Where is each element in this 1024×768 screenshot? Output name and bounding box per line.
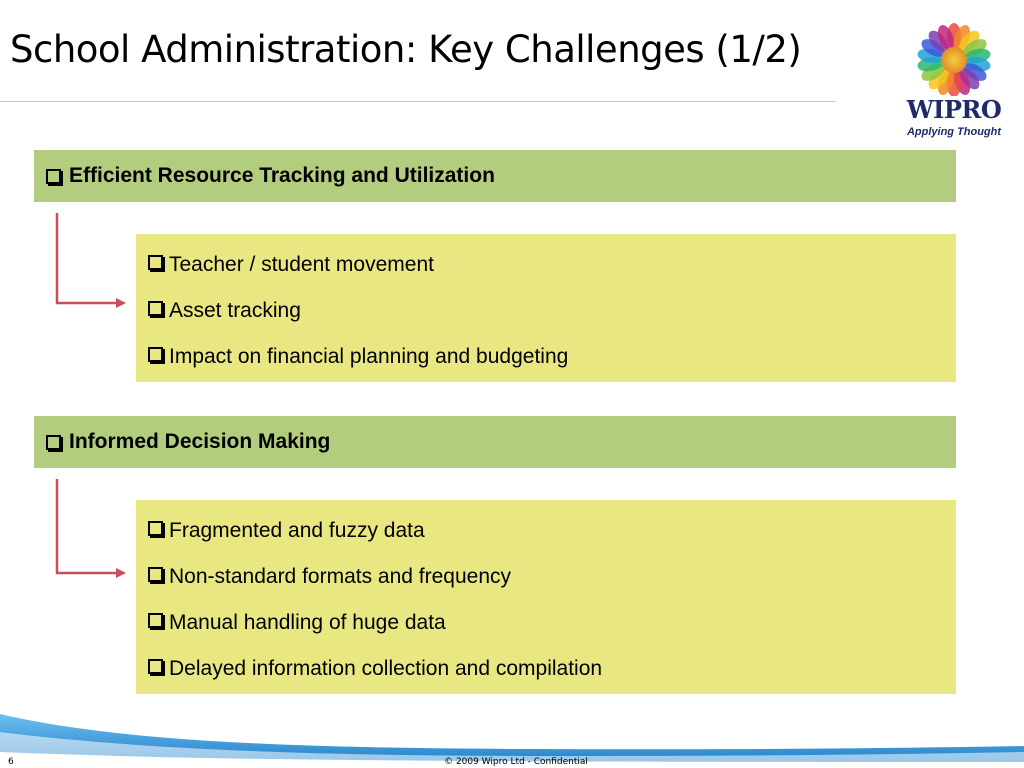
page-number: 6 [8,757,14,767]
section-heading-label: Informed Decision Making [69,430,331,453]
checkbox-bullet-icon [46,435,61,450]
footer-copyright: © 2009 Wipro Ltd - Confidential [444,757,588,767]
list-item [148,514,956,560]
logo-tagline: Applying Thought [906,126,1002,138]
checkbox-bullet-icon [148,347,163,362]
checkbox-bullet-icon [148,659,163,674]
list-item [148,606,956,652]
checkbox-bullet-icon [148,301,163,316]
list-item-label: Impact on financial planning and budgeting [169,345,569,368]
wipro-logo [894,22,1014,142]
wipro-sunflower-logo-icon [908,22,1000,96]
list-item [148,248,956,294]
elbow-arrow-icon [40,476,130,586]
list-item-label: Asset tracking [169,299,301,322]
list-item [148,560,956,606]
list-item [148,340,956,386]
section-items-decision-making [136,500,956,694]
section-heading-label: Efficient Resource Tracking and Utilization [69,164,495,187]
section-heading-decision-making [34,416,956,468]
slide-title: School Administration: Key Challenges (1/2) [10,28,802,71]
title-divider [0,101,836,102]
section-heading-resource-tracking [34,150,956,202]
section-items-resource-tracking [136,234,956,382]
list-item-label: Manual handling of huge data [169,611,446,634]
checkbox-bullet-icon [148,613,163,628]
list-item [148,294,956,340]
checkbox-bullet-icon [148,567,163,582]
list-item-label: Delayed information collection and compilation [169,657,603,680]
elbow-arrow-icon [40,210,130,320]
list-item-label: Fragmented and fuzzy data [169,519,425,542]
checkbox-bullet-icon [148,255,163,270]
list-item-label: Teacher / student movement [169,253,434,276]
logo-wordmark: WIPRO [906,95,1002,124]
list-item-label: Non-standard formats and frequency [169,565,512,588]
checkbox-bullet-icon [148,521,163,536]
checkbox-bullet-icon [46,169,61,184]
list-item [148,652,956,698]
